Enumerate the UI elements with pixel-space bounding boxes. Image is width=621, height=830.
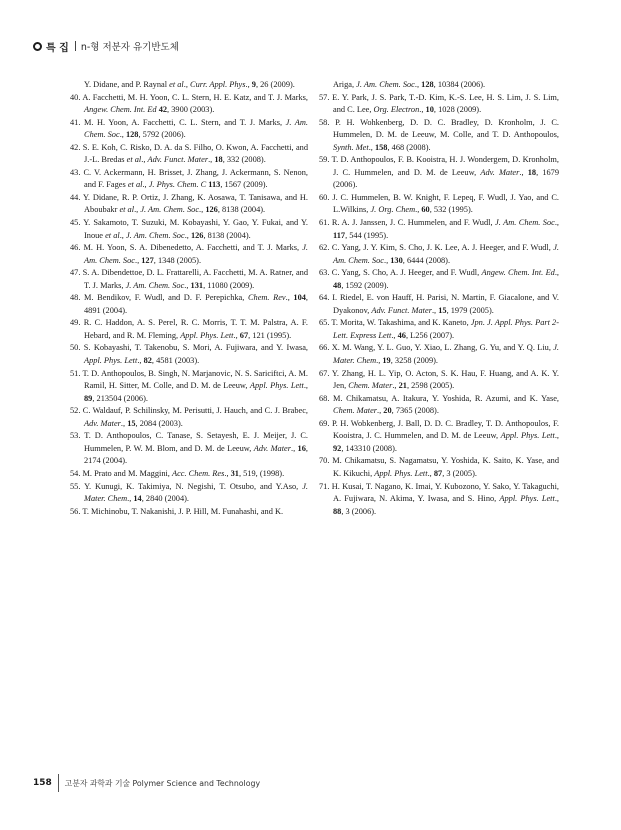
journal-title: Chem. Rev — [247, 293, 286, 303]
reference-text: , 4581 (2003). — [151, 356, 200, 366]
reference-number: 60. — [319, 192, 333, 202]
reference-number: 69. — [319, 418, 332, 428]
reference-text: ., — [184, 280, 191, 290]
reference-text: J. C. Hummelen, B. W. Knight, F. Lepeq, F. Wudl, J. Yao, and C. L.Wilkins, — [332, 192, 560, 215]
volume-number: 126 — [190, 230, 204, 240]
volume-number: 18 — [527, 167, 537, 177]
reference-entry — [319, 117, 559, 155]
header-divider — [75, 41, 76, 51]
reference-text: ., — [224, 468, 231, 478]
reference-text: ., — [554, 431, 559, 441]
volume-number: 158 — [374, 142, 388, 152]
journal-title: Chem. Mater — [348, 381, 393, 391]
reference-text: ., — [383, 255, 391, 265]
reference-text: Y. Sakamoto, T. Suzuki, M. Kobayashi, Y. Gao, Y. Fukai, and Y. Inoue — [83, 218, 308, 240]
reference-entry — [319, 217, 559, 242]
journal-title: Angew. Chem. Int. Ed — [481, 268, 555, 278]
reference-text: , 544 (1995). — [345, 230, 389, 240]
reference-text: Y. Didane, and P. Raynal — [84, 80, 170, 89]
reference-text: S. E. Koh, C. Risko, D. A. da S. Filho, O. Kwon, A. Facchetti, and J.-L. Bredas — [82, 142, 308, 165]
reference-number: 53. — [70, 431, 85, 441]
running-header — [33, 38, 179, 54]
volume-number: 128 — [125, 130, 139, 140]
reference-text: , 332 (2008). — [222, 155, 266, 165]
reference-text: , 213504 (2006). — [92, 393, 148, 403]
reference-number: 66. — [319, 343, 332, 353]
reference-text: ., — [519, 167, 528, 177]
journal-title: Appl. Phys. Lett — [84, 356, 138, 366]
reference-entry — [70, 405, 308, 430]
reference-number: 46. — [70, 243, 84, 253]
reference-entry — [70, 79, 308, 92]
header-title: n-형 저분자 유기반도체 — [80, 42, 179, 53]
footer-divider — [58, 774, 59, 792]
reference-text: P. H. Wobkenberg, J. Ball, D. D. C. Bradley, T. D. Anthopoulos, F. Kooistra, J. C. Hummelen, and D. M. de Leeuw, — [331, 418, 560, 441]
reference-entry — [319, 393, 559, 418]
volume-number: 15 — [438, 305, 447, 315]
volume-number: 20 — [383, 406, 392, 416]
volume-number: 67 — [239, 330, 249, 340]
volume-number: 19 — [382, 356, 391, 366]
reference-entry — [70, 167, 308, 192]
reference-text: ., — [142, 180, 149, 190]
reference-text: ., — [285, 293, 294, 303]
reference-entry — [319, 342, 559, 367]
reference-entry — [70, 368, 308, 406]
reference-number: 40. — [70, 92, 83, 102]
reference-text: ., — [427, 468, 434, 478]
reference-text: R. C. Haddon, A. S. Perel, R. C. Morris, T. T. M. Palstra, A. F. Hebard, and R. M. Fleming, — [83, 318, 308, 340]
journal-title: J. Am. Chem. Soc — [333, 243, 560, 265]
reference-text: , 1348 (2005). — [153, 255, 202, 265]
reference-text: T. D. Anthopoulos, C. Tanase, S. Setayesh, E. J. Meijer, J. C. Hummelen, P. W. M. Blom, and D. M. de Leeuw, — [84, 431, 308, 453]
reference-text: , 519, (1998). — [238, 468, 285, 478]
reference-entry — [319, 267, 559, 292]
volume-number: 42 — [158, 105, 168, 115]
journal-title: Chem. Mater — [333, 406, 378, 416]
journal-title: Appl. Phys. Lett — [249, 381, 304, 391]
reference-entry — [319, 481, 559, 519]
reference-entry — [319, 418, 559, 456]
volume-number: 89 — [84, 393, 93, 403]
reference-text: ., — [233, 330, 240, 340]
journal-name: 고분자 과학과 기술 Polymer Science and Technology — [64, 778, 261, 788]
reference-number: 63. — [319, 268, 332, 278]
reference-text: ., — [554, 494, 559, 504]
journal-title: Appl. Phys. Lett — [180, 330, 234, 340]
reference-text: , 3 (2005). — [442, 468, 477, 478]
reference-number: 57. — [319, 92, 333, 102]
reference-number: 58. — [319, 117, 336, 127]
journal-title: Org. Electron — [373, 105, 420, 115]
reference-text: A. Facchetti, M. H. Yoon, C. L. Stern, H. E. Katz, and T. J. Marks, — [82, 92, 308, 102]
journal-title: J. Am. Chem. Soc — [495, 218, 555, 228]
reference-entry — [319, 455, 559, 480]
reference-text: P. H. Wohkenberg, D. D. C. Bradley, D. Kronholm, J. C. Hummelen, D. M. de Leeuw, M. Colle, and T. D. Anthopoulos, — [333, 117, 559, 140]
reference-text: , 468 (2008). — [387, 142, 431, 152]
reference-text: , 1567 (2009). — [220, 180, 268, 190]
reference-text: , L256 (2007). — [405, 330, 455, 340]
reference-text: M. Chikamatsu, A. Itakura, Y. Yoshida, R. Azumi, and K. Yase, — [333, 393, 560, 403]
journal-title: et al — [119, 205, 135, 215]
reference-text: , 143310 (2008). — [341, 443, 397, 453]
reference-entry — [319, 242, 559, 267]
volume-number: 128 — [421, 80, 434, 89]
journal-title: Acc. Chem. Res — [171, 468, 225, 478]
reference-entry — [70, 317, 308, 342]
reference-text: T. D. Anthopoulos, F. B. Kooistra, H. J. Wondergem, D. Kronholm, J. C. Hummelen, and D. M. de Leeuw, — [331, 155, 559, 177]
reference-text: C. Yang, J. Y. Kim, S. Cho, J. K. Lee, A. J. Heeger, and F. Wudl, — [331, 243, 554, 253]
volume-number: 104 — [293, 293, 306, 303]
volume-number: 14 — [133, 494, 142, 504]
reference-text: ., — [184, 230, 191, 240]
reference-text: ., — [134, 205, 141, 215]
reference-text: ., — [377, 406, 384, 416]
reference-text: , 6444 (2008). — [402, 255, 451, 265]
journal-title: Adv. Mater — [480, 167, 520, 177]
reference-entry — [319, 79, 559, 92]
reference-number: 54. — [70, 468, 83, 478]
reference-text: Ariga, — [333, 80, 357, 89]
volume-number: 88 — [333, 506, 342, 516]
journal-title: Angew. Chem. Int. Ed — [84, 105, 157, 115]
reference-entry — [70, 142, 308, 167]
volume-number: 60 — [421, 205, 430, 215]
reference-text: , 4891 (2004). — [84, 293, 309, 315]
reference-text: ., — [414, 80, 422, 89]
reference-text: ., — [376, 356, 383, 366]
journal-title: J. Am. Chem. Soc — [125, 280, 185, 290]
reference-entry — [319, 292, 559, 317]
circle-bullet-icon — [33, 42, 42, 51]
reference-entry — [70, 267, 308, 292]
reference-number: 65. — [319, 318, 332, 328]
journal-title: Adv. Funct. Mater — [147, 155, 209, 165]
journal-title: Jpn. J. Appl. Phys. Part 2-Lett. Express Lett — [333, 318, 559, 340]
volume-number: 117 — [333, 230, 346, 240]
volume-number: 127 — [141, 255, 154, 265]
reference-text: , 2598 (2005). — [406, 381, 455, 391]
volume-number: 15 — [127, 418, 136, 428]
reference-number: 71. — [319, 481, 332, 491]
reference-text: Y. Didane, R. P. Ortiz, J. Zhang, K. Aosawa, T. Tanisawa, and H. Aboubakr — [82, 192, 308, 215]
reference-text: , 5792 (2006). — [138, 130, 186, 140]
reference-text: , 2174 (2004). — [84, 443, 308, 466]
reference-number: 52. — [70, 406, 83, 416]
volume-number: 130 — [390, 255, 403, 265]
reference-entry — [70, 430, 308, 468]
reference-text: , 3 (2006). — [341, 506, 377, 516]
reference-entry — [70, 192, 308, 217]
reference-number: 50. — [70, 343, 84, 353]
reference-number: 47. — [70, 268, 83, 278]
volume-number: 9 — [251, 80, 256, 89]
reference-text: , 532 (1995). — [429, 205, 473, 215]
reference-entry — [70, 292, 308, 317]
reference-text: ., — [127, 494, 134, 504]
reference-number: 55. — [70, 481, 85, 491]
reference-text: ., — [183, 80, 191, 89]
volume-number: 16 — [297, 443, 306, 453]
volume-number: 113 — [208, 180, 221, 190]
journal-title: J. Am. Chem. Soc — [356, 80, 415, 89]
reference-text: , 8138 (2004). — [203, 230, 251, 240]
reference-number: 45. — [70, 218, 84, 228]
reference-text: ., — [119, 130, 126, 140]
reference-number: 68. — [319, 393, 334, 403]
reference-text: ., — [303, 381, 308, 391]
reference-text: T. Morita, W. Takashima, and K. Kaneto, — [331, 318, 471, 328]
reference-text: ., — [290, 443, 298, 453]
reference-text: Y. Kunugi, K. Takimiya, N. Negishi, T. Otsubo, and Y.Aso, — [84, 481, 303, 491]
journal-title: J. Phys. Chem. C — [148, 180, 207, 190]
reference-number: 51. — [70, 368, 83, 378]
reference-text: , 11080 (2009). — [203, 280, 255, 290]
volume-number: 126 — [205, 205, 218, 215]
reference-text: , 2084 (2003). — [135, 418, 183, 428]
reference-text: , 1592 (2009). — [341, 280, 389, 290]
reference-entry — [319, 317, 559, 342]
journal-title: J. Org. Chem — [370, 205, 416, 215]
reference-text: ., — [134, 255, 142, 265]
reference-text: ., — [245, 80, 252, 89]
reference-text: , 26 (2009). — [255, 80, 295, 89]
reference-text: ., — [119, 230, 126, 240]
journal-title: Adv. Mater — [253, 443, 291, 453]
volume-number: 46 — [397, 330, 406, 340]
reference-text: ., — [368, 142, 375, 152]
reference-number: 67. — [319, 368, 332, 378]
journal-title: J. Am. Chem. Soc — [140, 205, 200, 215]
reference-number: 59. — [319, 155, 332, 165]
journal-title: J. Am. Chem. Soc — [125, 230, 185, 240]
journal-title: Curr. Appl. Phys — [190, 80, 246, 89]
volume-number: 10 — [425, 105, 434, 115]
reference-text: T. Michinobu, T. Nakanishi, J. P. Hill, M. Funahashi, and K. — [82, 506, 284, 516]
reference-text: ., — [392, 381, 399, 391]
volume-number: 92 — [333, 443, 342, 453]
reference-text: M. Chikamatsu, S. Nagamatsu, Y. Yoshida, K. Saito, K. Yase, and K. Kikuchi, — [332, 456, 559, 478]
reference-number: 41. — [70, 117, 84, 127]
journal-title: et al — [126, 155, 142, 165]
journal-title: Appl. Phys. Lett — [374, 468, 428, 478]
reference-text: ., — [208, 155, 215, 165]
journal-title: Adv. Funct. Mater — [371, 305, 432, 315]
reference-text: , 10384 (2006). — [433, 80, 486, 89]
reference-text: , 2840 (2004). — [141, 494, 189, 504]
reference-text: ., — [120, 418, 128, 428]
reference-text: H. Kusai, T. Nagano, K. Imai, Y. Kubozono, Y. Sako, Y. Takaguchi, A. Fujiwara, N. Akima, Y. Iwasa, and S. Hino, — [331, 481, 559, 504]
reference-number: 44. — [70, 192, 83, 202]
reference-text: ., — [554, 268, 560, 278]
reference-text: C. V. Ackermann, H. Brisset, J. Zhang, J. Ackermann, S. Nenon, and F. Fages — [83, 167, 308, 190]
reference-text: ., — [137, 356, 144, 366]
reference-text: ., — [391, 330, 398, 340]
journal-title: et al — [105, 230, 120, 240]
reference-text: ., — [141, 155, 148, 165]
reference-text: E. Y. Park, J. S. Park, T.-D. Kim, K.-S. Lee, H. S. Lim, J. S. Lim, and C. Lee, — [332, 92, 560, 115]
reference-entry — [319, 368, 559, 393]
reference-entry — [70, 242, 308, 267]
volume-number: 82 — [143, 356, 152, 366]
page-footer — [33, 774, 260, 792]
section-label: 특 집 — [46, 42, 69, 54]
journal-title: Appl. Phys. Lett — [500, 431, 555, 441]
journal-title: et al — [169, 80, 184, 89]
reference-text: , 8138 (2004). — [217, 205, 266, 215]
journal-title: J. Am. Chem. Soc — [84, 117, 309, 140]
reference-text: , 3258 (2009). — [390, 356, 438, 366]
journal-title: J. Mater. Chem — [84, 481, 308, 504]
reference-number: 61. — [319, 218, 332, 228]
journal-title: et al — [127, 180, 143, 190]
reference-text: I. Riedel, E. von Hauff, H. Parisi, N. Martin, F. Giacalone, and V. Dyakonov, — [332, 293, 560, 315]
references-left-column — [70, 79, 308, 518]
reference-entry — [319, 154, 559, 192]
reference-text: C. Waldauf, P. Schilinsky, M. Perisutti, J. Hauch, and C. J. Brabec, — [82, 406, 308, 416]
reference-text: , 1679 (2006). — [333, 167, 560, 190]
volume-number: 31 — [230, 468, 239, 478]
reference-number: 70. — [319, 456, 333, 466]
reference-text: ., — [554, 218, 559, 228]
reference-entry — [70, 92, 308, 117]
reference-entry — [319, 92, 559, 117]
reference-text: M. H. Yoon, A. Facchetti, C. L. Stern, and T. J. Marks, — [83, 117, 286, 127]
reference-entry — [70, 217, 308, 242]
reference-text: S. Kobayashi, T. Takenobu, S. Mori, A. Fujiwara, and Y. Iwasa, — [83, 343, 309, 353]
reference-number: 64. — [319, 293, 333, 303]
reference-text: M. Bendikov, F. Wudl, and D. F. Perepichka, — [84, 293, 248, 303]
reference-text: C. Yang, S. Cho, A. J. Heeger, and F. Wudl, — [331, 268, 482, 278]
journal-title: J. Am. Chem. Soc — [84, 243, 308, 265]
reference-text: M. H. Yoon, S. A. Dibenedetto, A. Facchetti, and T. J. Marks, — [83, 243, 303, 253]
reference-text: Y. Zhang, H. L. Yip, O. Acton, S. K. Hau, F. Huang, and A. K. Y. Jen, — [331, 368, 559, 391]
reference-entry — [70, 506, 308, 519]
references-right-column — [319, 79, 559, 518]
page-number: 158 — [33, 778, 52, 788]
reference-text: , 3900 (2003). — [167, 105, 215, 115]
reference-text: R. A. J. Janssen, J. C. Hummelen, and F. Wudl, — [331, 218, 496, 228]
reference-number: 48. — [70, 293, 85, 303]
journal-title: J. Mater. Chem — [333, 343, 560, 366]
reference-text: S. A. Dibendettoe, D. L. Frattarelli, A. Facchetti, M. A. Ratner, and T. J. Marks, — [82, 268, 308, 290]
reference-text: ., — [419, 105, 426, 115]
reference-number: 62. — [319, 243, 332, 253]
reference-entry — [319, 192, 559, 217]
reference-number: 42. — [70, 142, 83, 152]
reference-text: X. M. Wang, Y. L. Guo, Y. Xiao, L. Zhang, G. Yu, and Y. Q. Liu, — [331, 343, 554, 353]
reference-number: 49. — [70, 318, 84, 328]
reference-text: , 1028 (2009). — [433, 105, 482, 115]
reference-number: 43. — [70, 167, 84, 177]
volume-number: 131 — [190, 280, 204, 290]
reference-entry — [70, 342, 308, 367]
reference-number: 56. — [70, 506, 83, 516]
volume-number: 87 — [433, 468, 443, 478]
reference-entry — [70, 117, 308, 142]
journal-title: Adv. Mater — [84, 418, 121, 428]
journal-title: Appl. Phys. Lett — [499, 494, 555, 504]
reference-text: , 121 (1995). — [248, 330, 292, 340]
reference-text: , 1979 (2005). — [446, 305, 494, 315]
reference-text: ., — [415, 205, 422, 215]
reference-text: , 7365 (2008). — [391, 406, 439, 416]
volume-number: 18 — [214, 155, 223, 165]
reference-entry — [70, 468, 308, 481]
reference-text: T. D. Anthopoulos, B. Singh, N. Marjanovic, N. S. Sariciftci, A. M. Ramil, H. Sitter, M. Colle, and D. M. de Leeuw, — [82, 368, 308, 391]
reference-text: M. Prato and M. Maggini, — [82, 468, 172, 478]
reference-text: ., — [431, 305, 439, 315]
volume-number: 48 — [333, 280, 342, 290]
reference-text: ., — [199, 205, 206, 215]
volume-number: 21 — [398, 381, 407, 391]
journal-title: Synth. Met — [333, 142, 369, 152]
reference-entry — [70, 481, 308, 506]
